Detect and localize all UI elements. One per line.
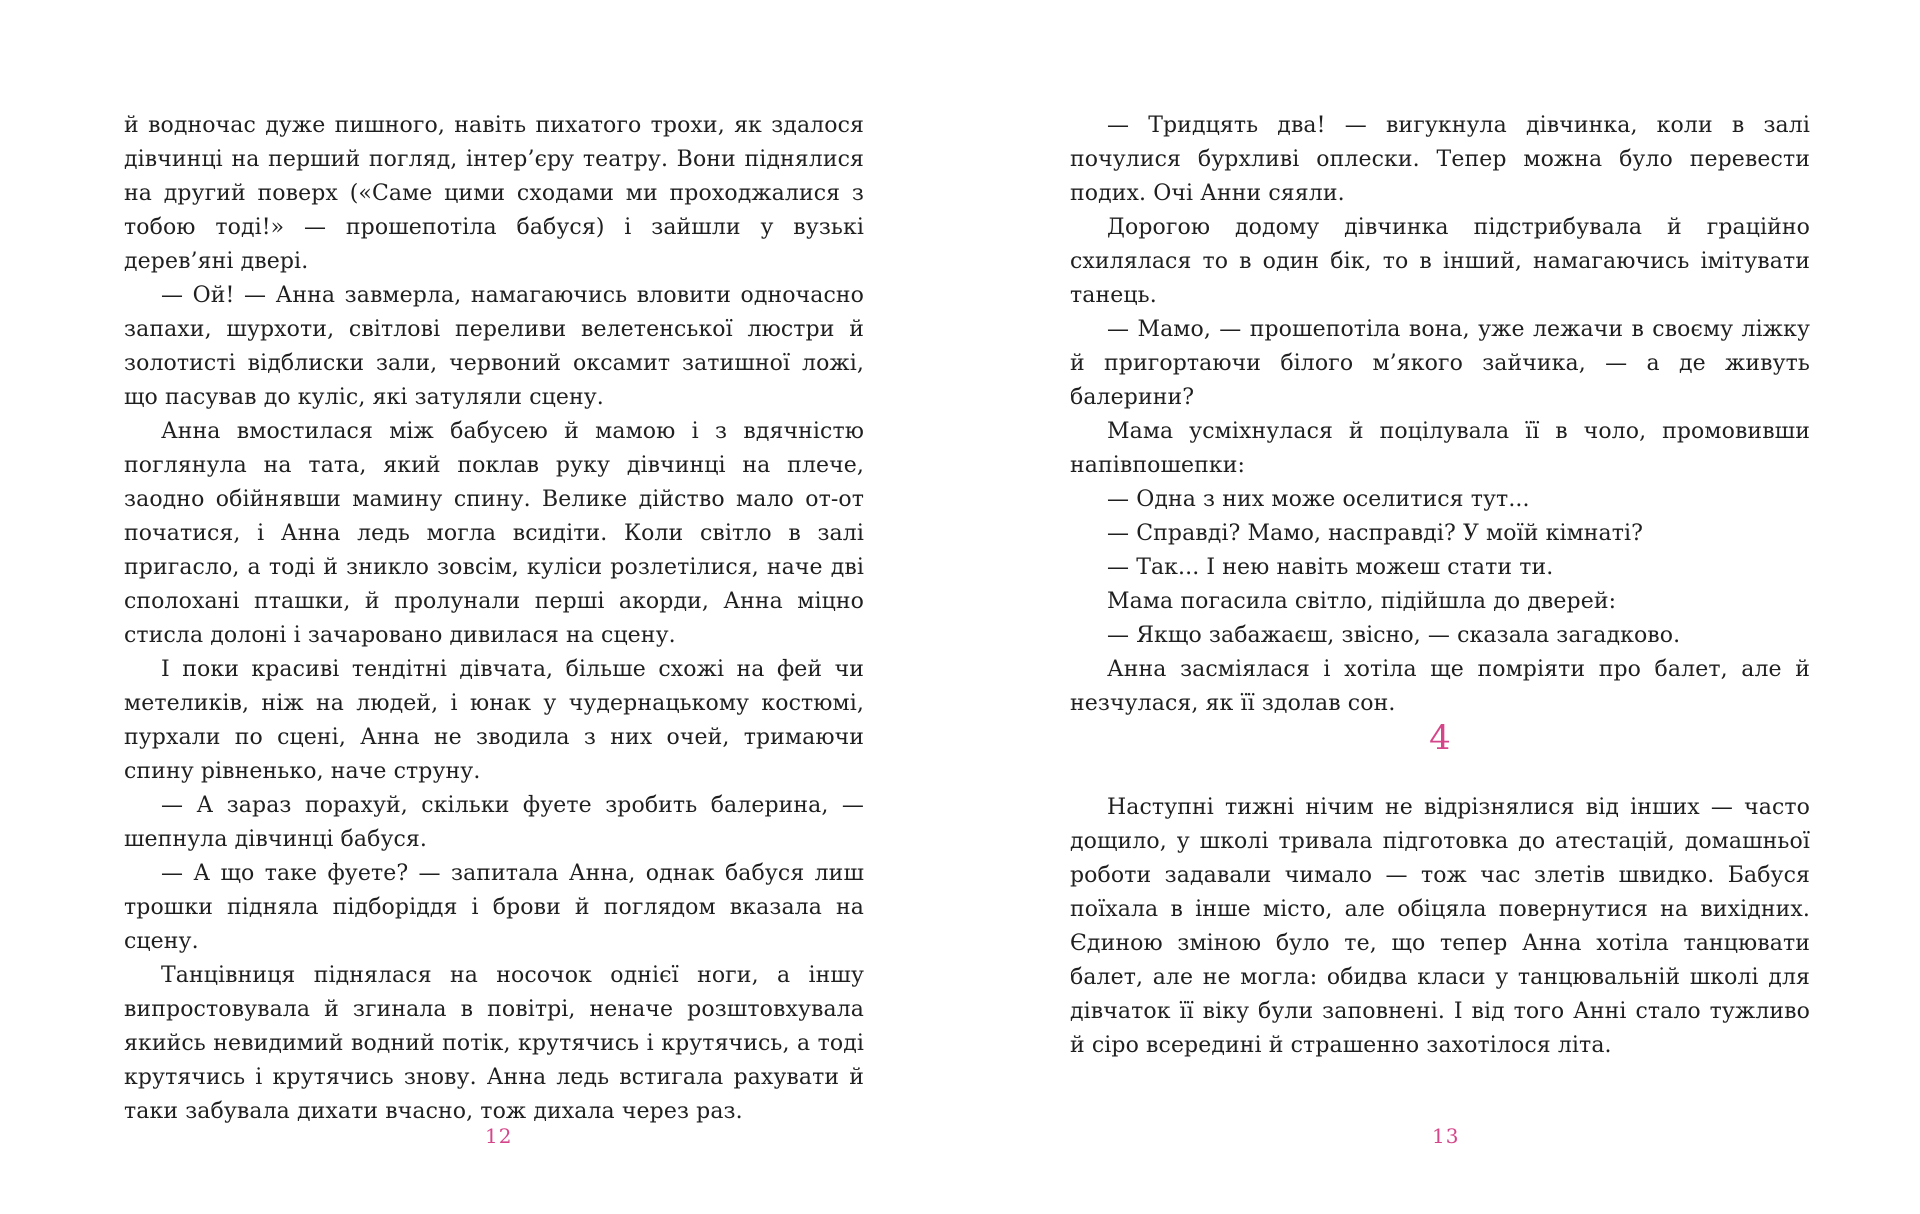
paragraph: — Мамо, — прошепотіла вона, уже лежачи в своєму ліжку й пригортаючи білого м’якого зайчика, — а де живуть балерини? bbox=[1070, 317, 1810, 410]
right-page bbox=[960, 0, 1920, 1214]
paragraph: — Якщо забажаєш, звісно, — сказала загадково. bbox=[1107, 623, 1681, 648]
paragraph: Танцівниця піднялася на носочок однієї ноги, а іншу випростовувала й згинала в повітрі, неначе розштовхувала якийсь невидимий водний потік, крутячись і крутячись, а тоді крутячись і крутячись знову. Анна ледь встигала рахувати й таки забувала дихати вчасно, тож дихала через раз. bbox=[124, 963, 864, 1124]
paragraph: Мама усміхнулася й поцілувала її в чоло, промовивши напівпошепки: bbox=[1070, 419, 1810, 478]
page-number-left: 12 bbox=[485, 1124, 513, 1148]
paragraph: — А зараз порахуй, скільки фуете зробить балерина, — шепнула дівчинці бабуся. bbox=[124, 793, 864, 852]
paragraph: — Справді? Мамо, насправді? У моїй кімнаті? bbox=[1107, 521, 1644, 546]
paragraph: Анна засміялася і хотіла ще помріяти про балет, але й незчулася, як її здолав сон. bbox=[1070, 657, 1810, 716]
paragraph: — А що таке фуете? — запитала Анна, однак бабуся лиш трошки підняла підборіддя і брови й поглядом вказала на сцену. bbox=[124, 861, 864, 954]
paragraph: Мама погасила світло, підійшла до дверей: bbox=[1107, 589, 1617, 614]
chapter-number: 4 bbox=[1429, 718, 1451, 758]
paragraph: Наступні тижні нічим не відрізнялися від інших — часто дощило, у школі тривала підготовка до атестацій, домашньої роботи задавали чимало — тож час злетів швидко. Бабуся поїхала в інше місто, але обіцяла повернутися на вихідних. Єдиною зміною було те, що тепер Анна хотіла танцювати балет, але не могла: обидва класи у танцювальній школі для дівчаток її віку були заповнені. І від того Анні стало тужливо й сіро всередині й страшенно захотілося літа. bbox=[1070, 795, 1810, 1058]
right-page-text-top bbox=[1070, 109, 1810, 721]
paragraph: — Тридцять два! — вигукнула дівчинка, коли в залі почулися бурхливі оплески. Тепер можна було перевести подих. Очі Анни сяяли. bbox=[1070, 113, 1810, 206]
paragraph: Анна вмостилася між бабусею й мамою і з вдячністю поглянула на тата, який поклав руку дівчинці на плече, заодно обійнявши мамину спину. Велике дійство мало от-от початися, і Анна ледь могла всидіти. Коли світло в залі пригасло, а тоді й зникло зовсім, куліси розлетілися, наче дві сполохані пташки, й пролунали перші акорди, Анна міцно стисла долоні і зачаровано дивилася на сцену. bbox=[124, 419, 864, 648]
left-page-text bbox=[124, 109, 864, 1129]
right-page-text-bottom bbox=[1070, 791, 1810, 1063]
paragraph: Дорогою додому дівчинка підстрибувала й граційно схилялася то в один бік, то в інший, намагаючись імітувати танець. bbox=[1070, 215, 1810, 308]
paragraph: І поки красиві тендітні дівчата, більше схожі на фей чи метеликів, ніж на людей, і юнак у чудернацькому костюмі, пурхали по сцені, Анна не зводила з них очей, тримаючи спину рівненько, наче струну. bbox=[124, 657, 864, 784]
paragraph: — Одна з них може оселитися тут... bbox=[1107, 487, 1530, 512]
paragraph: й водночас дуже пишного, навіть пихатого трохи, як здалося дівчинці на перший погляд, інтер’єру театру. Вони піднялися на другий поверх («Саме цими сходами ми проходжалися з тобою тоді!» — прошепотіла бабуся) і зайшли у вузькі дерев’яні двері. bbox=[124, 113, 864, 274]
page-number-right: 13 bbox=[1432, 1124, 1460, 1148]
paragraph: — Так... І нею навіть можеш стати ти. bbox=[1107, 555, 1554, 580]
paragraph: — Ой! — Анна завмерла, намагаючись вловити одночасно запахи, шурхоти, світлові переливи велетенської люстри й золотисті відблиски зали, червоний оксамит затишної ложі, що пасував до куліс, які затуляли сцену. bbox=[124, 283, 864, 410]
